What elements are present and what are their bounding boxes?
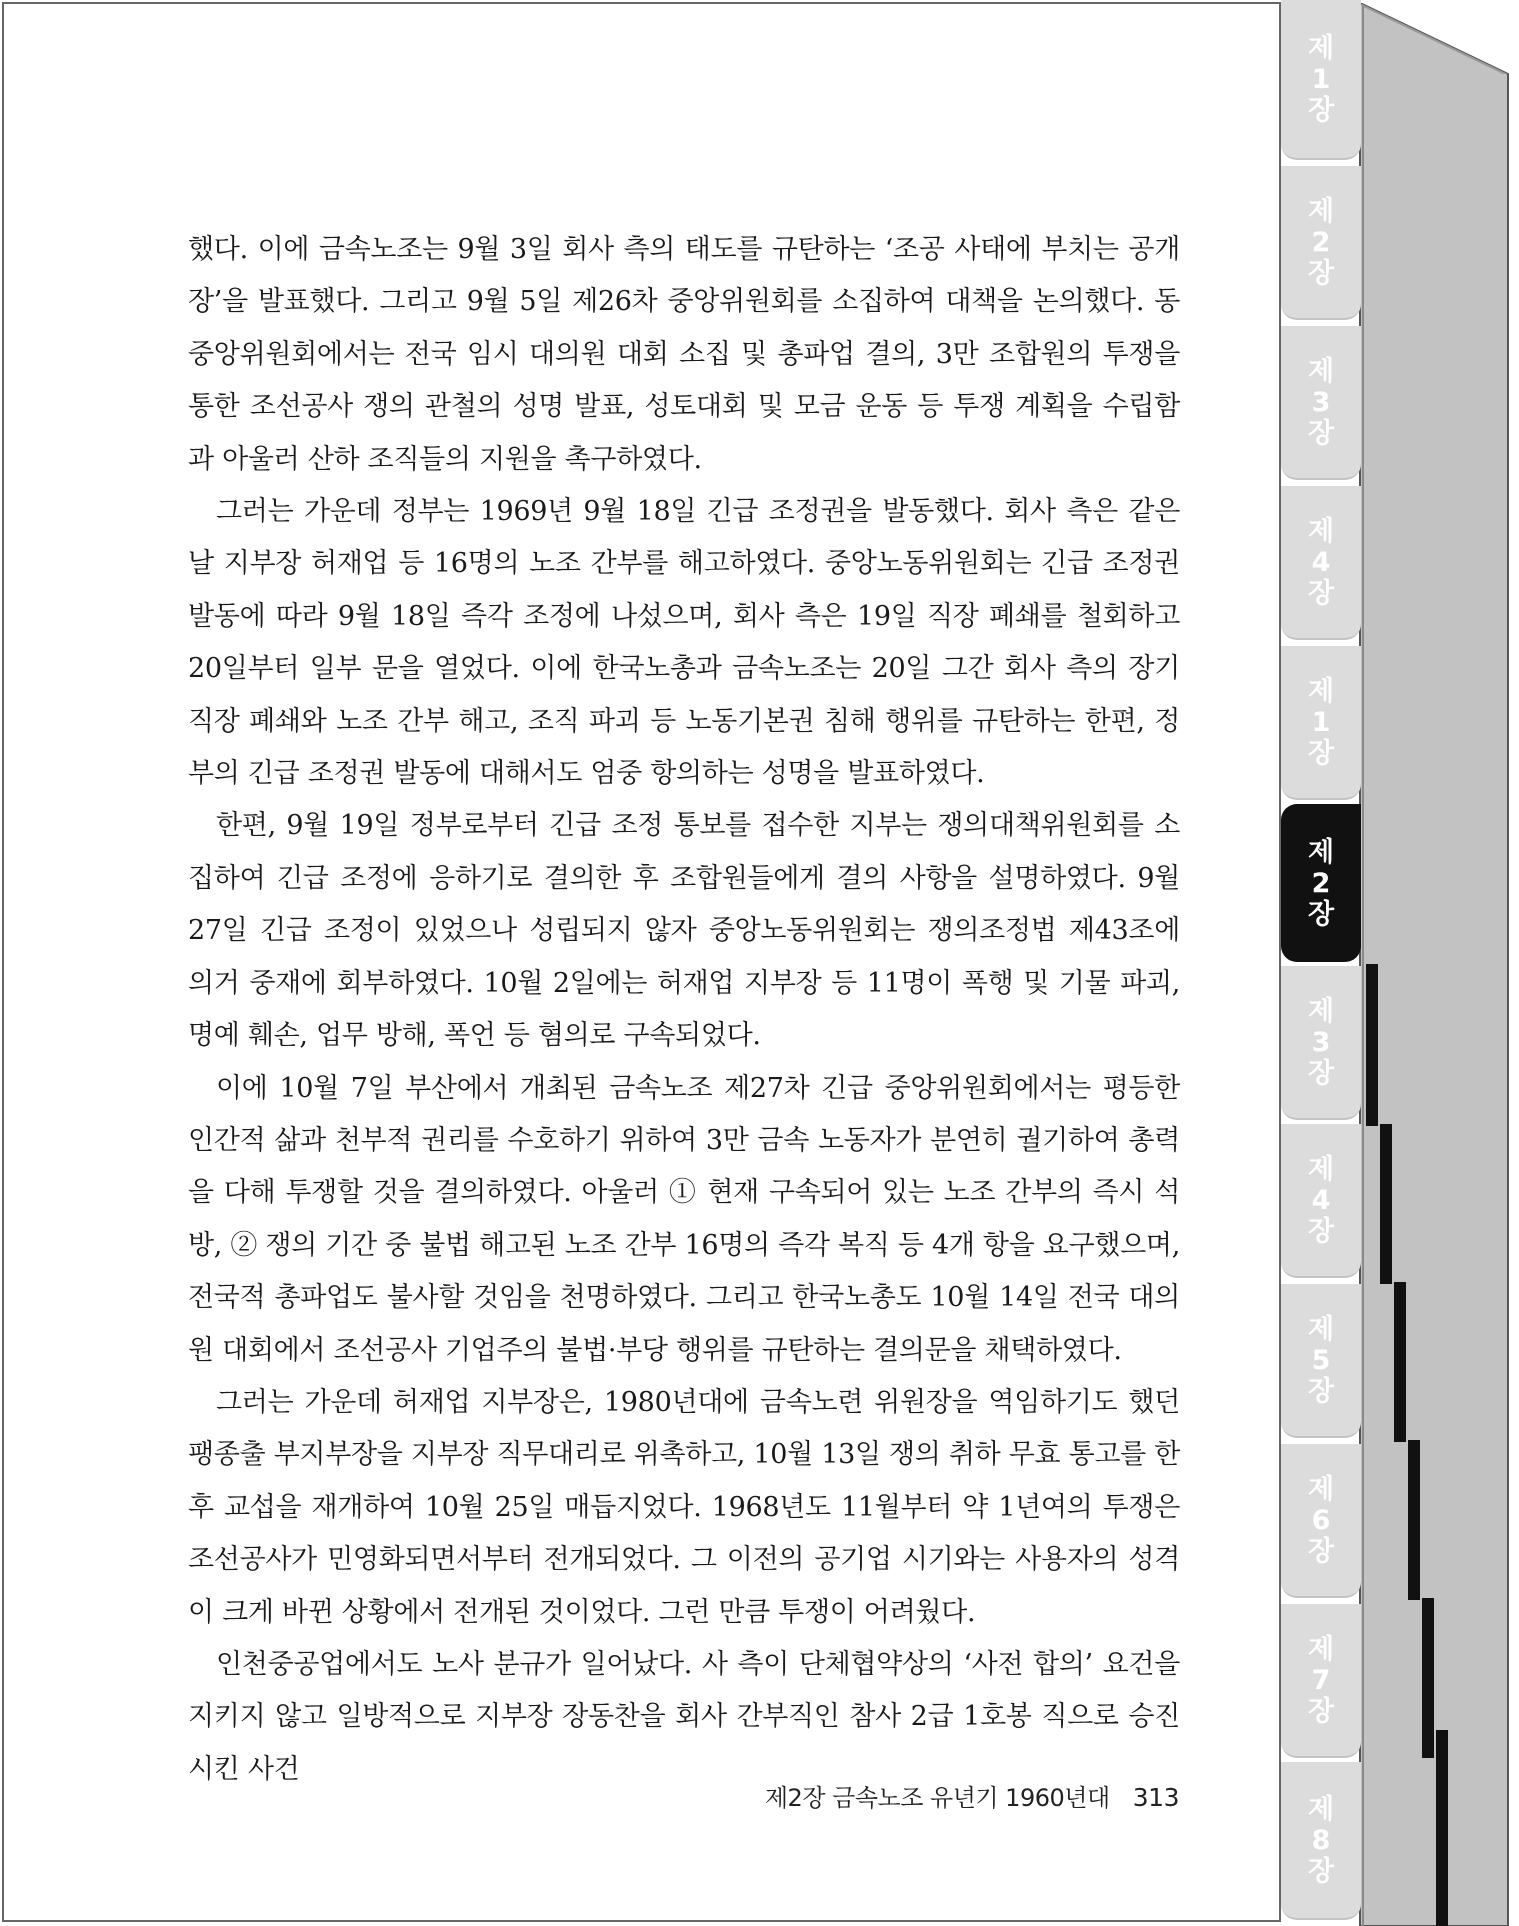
tab-prefix: 제 (1307, 836, 1335, 868)
tab-suffix: 장 (1307, 577, 1335, 609)
paragraph-3: 한편, 9월 19일 정부로부터 긴급 조정 통보를 접수한 지부는 쟁의대책위원회를 소집하여 긴급 조정에 응하기로 결의한 후 조합원들에게 결의 사항을 설명하였다. 9월 27일 긴급 조정이 있었으나 성립되지 않자 중앙노동위원회는 쟁의조정법 제43조에 의거 중재에 회부하였다. 10월 2일에는 허재업 지부장 등 11명이 폭행 및 기물 파괴, 명예 훼손, 업무 방해, 폭언 등 혐의로 구속되었다. (188, 810, 1180, 1052)
edge-mark-2 (1380, 1124, 1392, 1284)
edge-mark-4 (1408, 1440, 1420, 1600)
tab-suffix: 장 (1307, 898, 1335, 930)
page-footer (765, 1778, 1179, 1813)
tab-number: 7 (1311, 1664, 1331, 1696)
chapter-tab-8[interactable] (1281, 1124, 1361, 1278)
tab-prefix: 제 (1307, 995, 1335, 1027)
tab-suffix: 장 (1307, 1215, 1335, 1247)
edge-mark-5 (1422, 1598, 1434, 1758)
tab-number: 1 (1311, 63, 1331, 95)
tab-prefix: 제 (1307, 1153, 1335, 1185)
paragraph-1: 했다. 이에 금속노조는 9월 3일 회사 측의 태도를 규탄하는 ‘조공 사태에 부치는 공개장’을 발표했다. 그리고 9월 5일 제26차 중앙위원회를 소집하여 대책을 논의했다. 동 중앙위원회에서는 전국 임시 대의원 대회 소집 및 총파업 결의, 3만 조합원의 투쟁을 통한 조선공사 쟁의 관철의 성명 발표, 성토대회 및 모금 운동 등 투쟁 계획을 수립함과 아울러 산하 조직들의 지원을 촉구하였다. (188, 234, 1180, 475)
tab-prefix: 제 (1307, 515, 1335, 547)
tab-prefix: 제 (1307, 1473, 1335, 1505)
tab-suffix: 장 (1307, 1535, 1335, 1567)
tab-prefix: 제 (1307, 32, 1335, 64)
chapter-tab-4[interactable] (1281, 486, 1361, 640)
running-title: 제2장 금속노조 유년기 1960년대 (764, 1784, 1110, 1812)
tab-prefix: 제 (1307, 355, 1335, 387)
paragraph-5: 그러는 가운데 허재업 지부장은, 1980년대에 금속노련 위원장을 역임하기도 했던 팽종출 부지부장을 지부장 직무대리로 위촉하고, 10월 13일 쟁의 취하 무효 통고를 한 후 교섭을 재개하여 10월 25일 매듭지었다. 1968년도 11월부터 약 1년여의 투쟁은 조선공사가 민영화되면서부터 전개되었다. 그 이전의 공기업 시기와는 사용자의 성격이 크게 바뀐 상황에서 전개된 것이었다. 그런 만큼 투쟁이 어려웠다. (188, 1386, 1180, 1628)
tab-prefix: 제 (1307, 1313, 1335, 1345)
tab-number: 1 (1311, 706, 1331, 738)
chapter-tab-12[interactable] (1281, 1762, 1361, 1920)
paragraph-4: 이에 10월 7일 부산에서 개최된 금속노조 제27차 긴급 중앙위원회에서는 평등한 인간적 삶과 천부적 권리를 수호하기 위하여 3만 금속 노동자가 분연히 궐기하여 총력을 다해 투쟁할 것을 결의하였다. 아울러 ① 현재 구속되어 있는 노조 간부의 즉시 석방, ② 쟁의 기간 중 불법 해고된 노조 간부 16명의 즉각 복직 등 4개 항을 요구했으며, 전국적 총파업도 불사할 것임을 천명하였다. 그리고 한국노총도 10월 14일 전국 대의원 대회에서 조선공사 기업주의 불법·부당 행위를 규탄하는 결의문을 채택하였다. (188, 1072, 1180, 1366)
tab-number: 4 (1311, 546, 1331, 578)
edge-mark-6 (1436, 1730, 1448, 1926)
tab-prefix: 제 (1307, 1793, 1335, 1825)
chapter-tab-6-active[interactable] (1281, 804, 1361, 962)
tab-prefix: 제 (1307, 195, 1335, 227)
tab-suffix: 장 (1307, 257, 1335, 289)
tab-prefix: 제 (1307, 675, 1335, 707)
body-text (188, 224, 1180, 1796)
tab-number: 2 (1311, 226, 1331, 258)
tab-suffix: 장 (1307, 737, 1335, 769)
chapter-tab-11[interactable] (1281, 1604, 1361, 1758)
paragraph-2: 그러는 가운데 정부는 1969년 9월 18일 긴급 조정권을 발동했다. 회사 측은 같은 날 지부장 허재업 등 16명의 노조 간부를 해고하였다. 중앙노동위원회는 긴급 조정권 발동에 따라 9월 18일 즉각 조정에 나섰으며, 회사 측은 19일 직장 폐쇄를 철회하고 20일부터 일부 문을 열었다. 이에 한국노총과 금속노조는 20일 그간 회사 측의 장기 직장 폐쇄와 노조 간부 해고, 조직 파괴 등 노동기본권 침해 행위를 규탄하는 한편, 정부의 긴급 조정권 발동에 대해서도 엄중 항의하는 성명을 발표하였다. (188, 496, 1180, 790)
tab-suffix: 장 (1307, 1855, 1335, 1887)
tab-number: 4 (1311, 1184, 1331, 1216)
tab-number: 3 (1311, 1026, 1331, 1058)
chapter-tab-1[interactable] (1281, 0, 1361, 160)
chapter-tab-9[interactable] (1281, 1284, 1361, 1438)
edge-mark-3 (1394, 1282, 1406, 1442)
page-number: 313 (1132, 1783, 1179, 1812)
tab-suffix: 장 (1307, 1057, 1335, 1089)
tab-number: 2 (1311, 867, 1331, 899)
paragraph-6: 인천중공업에서도 노사 분규가 일어났다. 사 측이 단체협약상의 ‘사전 합의’ 요건을 지키지 않고 일방적으로 지부장 장동찬을 회사 간부직인 참사 2급 1호봉 직으로 승진시킨 사건 (188, 1648, 1180, 1785)
chapter-tab-3[interactable] (1281, 326, 1361, 480)
chapter-tab-2[interactable] (1281, 166, 1361, 320)
tab-suffix: 장 (1307, 417, 1335, 449)
chapter-tab-10[interactable] (1281, 1444, 1361, 1598)
chapter-tab-5[interactable] (1281, 646, 1361, 800)
tab-suffix: 장 (1307, 1375, 1335, 1407)
tab-prefix: 제 (1307, 1633, 1335, 1665)
tab-suffix: 장 (1307, 1695, 1335, 1727)
tab-number: 8 (1311, 1824, 1331, 1856)
edge-mark-1 (1366, 964, 1378, 1126)
tab-number: 5 (1311, 1344, 1331, 1376)
tab-number: 3 (1311, 386, 1331, 418)
tab-suffix: 장 (1307, 94, 1335, 126)
chapter-tab-7[interactable] (1281, 966, 1361, 1120)
tab-number: 6 (1311, 1504, 1331, 1536)
